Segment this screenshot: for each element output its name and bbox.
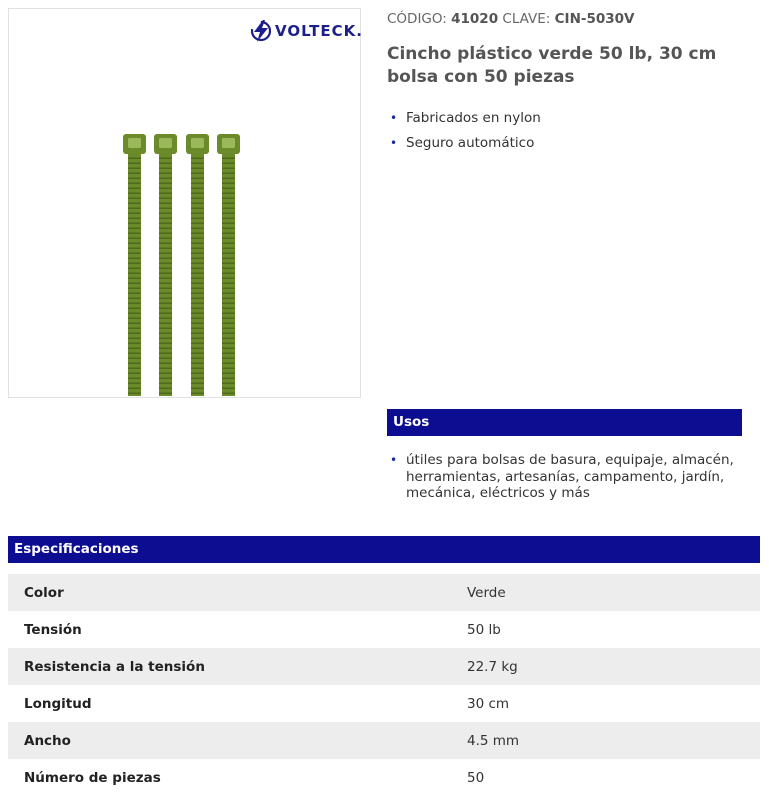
spec-label: Longitud — [24, 695, 92, 712]
table-row — [8, 574, 760, 611]
product-info — [387, 10, 759, 159]
cable-tie — [154, 134, 177, 396]
cable-tie — [217, 134, 240, 396]
table-row — [8, 722, 760, 759]
table-row — [8, 685, 760, 722]
specs-header: Especificaciones — [8, 536, 760, 563]
brand-name: VOLTECK. — [275, 22, 363, 40]
feature-item: • Fabricados en nylon — [387, 109, 759, 127]
spec-label: Ancho — [24, 732, 71, 749]
cable-tie — [186, 134, 209, 396]
table-row — [8, 759, 760, 794]
spec-value: 4.5 mm — [467, 732, 520, 749]
feature-item: • Seguro automático — [387, 134, 759, 152]
spec-label: Número de piezas — [24, 769, 161, 786]
spec-value: Verde — [467, 584, 506, 601]
usos-item: • útiles para bolsas de basura, equipaje, almacén, herramientas, artesanías, campamento, jardín, mecánica, eléctricos y más — [387, 452, 742, 502]
spec-value: 22.7 kg — [467, 658, 518, 675]
product-codes — [387, 10, 759, 28]
spec-value: 50 lb — [467, 621, 501, 638]
specs-table — [8, 574, 760, 794]
spec-label: Tensión — [24, 621, 82, 638]
cable-tie — [123, 134, 146, 396]
table-row — [8, 648, 760, 685]
spec-value: 50 — [467, 769, 485, 786]
table-row — [8, 611, 760, 648]
cable-ties-illustration — [9, 9, 362, 399]
spec-value: 30 cm — [467, 695, 510, 712]
clave-value: CIN-5030V — [554, 11, 635, 27]
spec-label: Resistencia a la tensión — [24, 658, 205, 675]
codigo-value: 41020 — [451, 11, 499, 27]
usos-header: Usos — [387, 409, 742, 436]
clave-label: CLAVE: — [502, 11, 551, 27]
usos-list — [387, 452, 742, 502]
feature-list — [387, 109, 759, 152]
codigo-label: CÓDIGO: — [387, 11, 447, 27]
spec-label: Color — [24, 584, 64, 601]
product-title: Cincho plástico verde 50 lb, 30 cm bolsa con 50 piezas — [387, 44, 717, 87]
product-image — [8, 8, 361, 398]
